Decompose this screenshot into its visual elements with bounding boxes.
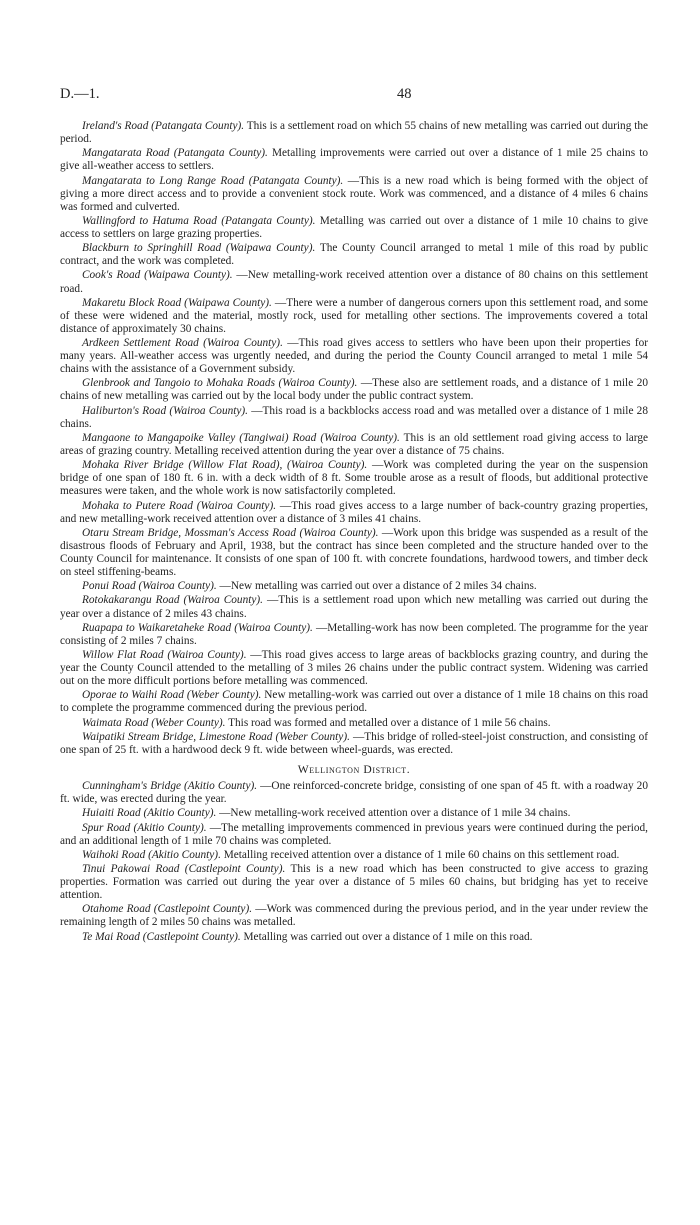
road-paragraph <box>60 689 648 715</box>
road-title: Waihoki Road (Akitio County). <box>82 848 221 861</box>
road-title: Waimata Road (Weber County). <box>82 716 226 729</box>
document-reference: D.—1. <box>60 86 100 102</box>
road-title: Cook's Road (Waipawa County). <box>82 269 233 282</box>
road-paragraph <box>60 717 648 730</box>
road-description: —There were a number of dangerous corners upon this settlement road, and some of these were widened and the material, mostly rock, used for metalling other sections. The improvements covered a total distance of approximately 30 chains. <box>60 296 649 335</box>
road-paragraph <box>60 297 648 336</box>
road-title: Mangaone to Mangapoike Valley (Tangiwai) Road (Wairoa County). <box>82 431 400 444</box>
road-paragraph <box>60 459 648 498</box>
road-title: Haliburton's Road (Wairoa County). <box>82 404 248 417</box>
road-description: —New metalling was carried out over a distance of 2 miles 34 chains. <box>219 580 537 593</box>
road-paragraph <box>60 432 648 458</box>
road-description: —New metalling-work received attention over a distance of 80 chains on this settlement road. <box>60 269 648 295</box>
road-title: Spur Road (Akitio County). <box>82 821 207 834</box>
road-paragraph <box>60 500 648 526</box>
road-description: Metalling received attention over a distance of 1 mile 60 chains on this settlement road. <box>223 848 620 861</box>
road-description: This is an old settlement road giving access to large areas of grazing country. Metalling received attention during the year over a distance of 75 chains. <box>60 431 648 457</box>
road-title: Tinui Pakowai Road (Castlepoint County). <box>82 863 286 876</box>
road-paragraph <box>60 863 648 902</box>
section-heading: Wellington District. <box>297 762 411 776</box>
road-title: Ponui Road (Wairoa County). <box>82 580 217 593</box>
road-description: —This road gives access to large areas of backblocks grazing country, and during the year the County Council attended to the metalling of 3 miles 26 chains under the public contract system. Widening was carried out on the more difficult portions before metalling was commenced. <box>60 649 648 688</box>
road-title: Mohaka to Putere Road (Wairoa County). <box>82 499 277 512</box>
road-title: Mohaka River Bridge (Willow Flat Road), (Wairoa County). <box>82 459 368 472</box>
road-paragraph <box>60 780 648 806</box>
road-description: —New metalling-work received attention over a distance of 1 mile 34 chains. <box>219 807 571 820</box>
road-paragraph <box>60 822 648 848</box>
road-title: Ireland's Road (Patangata County). <box>82 120 245 132</box>
road-description: Metalling improvements were carried out over a distance of 1 mile 25 chains to give all-weather access to settlers. <box>60 147 648 173</box>
road-paragraph <box>60 120 648 146</box>
road-description: —This road is a backblocks access road and was metalled over a distance of 1 mile 28 chains. <box>60 404 648 430</box>
road-paragraph <box>60 622 648 648</box>
road-title: Oporae to Waihi Road (Weber County). <box>82 689 262 702</box>
road-title: Willow Flat Road (Wairoa County). <box>82 649 247 662</box>
road-description: Metalling was carried out over a distance of 1 mile 10 chains to give access to settlers on large grazing properties. <box>60 214 648 240</box>
road-paragraph <box>60 242 648 268</box>
road-paragraph <box>60 649 648 688</box>
road-paragraph <box>60 931 648 944</box>
road-title: Otahome Road (Castlepoint County). <box>82 903 253 916</box>
road-description: —Work upon this bridge was suspended as a result of the disastrous floods of February and April, 1938, but the contract has since been completed and the structure handed over to the County Council for maintenance. It consists of one span of 100 ft. with concrete foundations, hardwood towers, and timber deck on steel stiffening-beams. <box>60 526 648 578</box>
road-description: —This is a new road which is being formed with the object of giving a more direct access and to provide a convenient stock route. Work was commenced, and a distance of 4 miles 6 chains was formed and culverted. <box>60 174 649 213</box>
road-title: Wallingford to Hatuma Road (Patangata County). <box>82 214 316 227</box>
road-title: Mangatarata to Long Range Road (Patangata County). <box>82 174 344 187</box>
road-description: —Work was commenced during the previous period, and in the year under review the remaining length of 2 miles 50 chains was metalled. <box>60 903 648 929</box>
road-title: Otaru Stream Bridge, Mossman's Access Road (Wairoa County). <box>82 526 379 539</box>
road-paragraph <box>60 594 648 620</box>
road-paragraph <box>60 849 648 862</box>
road-description: Metalling was carried out over a distance of 1 mile on this road. <box>243 930 533 943</box>
road-title: Mangatarata Road (Patangata County). <box>82 147 268 160</box>
wellington-entries <box>60 780 648 944</box>
road-paragraph <box>60 337 648 376</box>
hawkes-bay-entries <box>60 120 648 757</box>
page-header <box>60 86 650 106</box>
road-paragraph <box>60 903 648 929</box>
road-title: Waipatiki Stream Bridge, Limestone Road (Weber County). <box>82 730 350 743</box>
road-description: —This road gives access to settlers who have been upon their properties for many years. All-weather access was urgently needed, and during the period the County Council arranged to metal 1 mile 54 chains with the assistance of a Government subsidy. <box>60 337 648 376</box>
road-description: —One reinforced-concrete bridge, consisting of one span of 45 ft. with a roadway 20 ft. wide, was erected during the year. <box>60 780 648 806</box>
page-body <box>60 120 648 945</box>
road-paragraph <box>60 731 648 757</box>
road-description: This road was formed and metalled over a distance of 1 mile 56 chains. <box>228 716 551 729</box>
road-title: Glenbrook and Tangoio to Mohaka Roads (Wairoa County). <box>82 377 358 390</box>
road-paragraph <box>60 215 648 241</box>
road-paragraph <box>60 580 648 593</box>
road-paragraph <box>60 405 648 431</box>
road-title: Blackburn to Springhill Road (Waipawa County). <box>82 242 316 255</box>
road-description: This is a new road which has been constructed to give access to grazing properties. Formation was carried out during the year over a distance of 5 miles 60 chains, but bridging has yet to receive attention. <box>60 863 648 902</box>
road-title: Makaretu Block Road (Waipawa County). <box>82 296 272 309</box>
road-paragraph <box>60 175 648 214</box>
road-description: The County Council arranged to metal 1 mile of this road by public contract, and the work was completed. <box>60 242 648 268</box>
road-title: Ardkeen Settlement Road (Wairoa County). <box>82 337 283 350</box>
road-description: —Work was completed during the year on the suspension bridge of one span of 180 ft. 6 in. with a deck width of 8 ft. Some trouble arose as a result of floods, but additional protective measures were taken, and the whole work is now satisfactorily completed. <box>60 459 649 498</box>
road-description: This is a settlement road on which 55 chains of new metalling was carried out during the period. <box>60 120 648 146</box>
road-description: —The metalling improvements commenced in previous years were continued during the period, and an additional length of 1 mile 70 chains was completed. <box>60 821 648 847</box>
road-description: —This bridge of rolled-steel-joist construction, and consisting of one span of 25 ft. with a hardwood deck 9 ft. wide between wheel-guards, was erected. <box>60 730 648 756</box>
road-paragraph <box>60 147 648 173</box>
page-number: 48 <box>397 86 412 102</box>
road-title: Cunningham's Bridge (Akitio County). <box>82 780 258 792</box>
road-title: Huiaiti Road (Akitio County). <box>82 807 217 820</box>
road-paragraph <box>60 527 648 579</box>
road-description: New metalling-work was carried out over a distance of 1 mile 18 chains on this road to complete the programme commenced during the previous period. <box>60 689 648 715</box>
road-paragraph <box>60 377 648 403</box>
road-description: —This is a settlement road upon which new metalling was carried out during the year over a distance of 2 miles 43 chains. <box>60 594 648 620</box>
road-paragraph <box>60 269 648 295</box>
road-paragraph <box>60 807 648 820</box>
road-description: —This road gives access to a large number of back-country grazing properties, and new metalling-work received attention over a distance of 3 miles 41 chains. <box>60 499 648 525</box>
road-title: Ruapapa to Waikaretaheke Road (Wairoa County). <box>82 621 313 634</box>
road-description: —These also are settlement roads, and a distance of 1 mile 20 chains of new metalling was carried out by the local body under the public contract system. <box>60 377 648 403</box>
road-title: Te Mai Road (Castlepoint County). <box>82 930 241 943</box>
road-title: Rotokakarangu Road (Wairoa County). <box>82 594 263 607</box>
road-description: —Metalling-work has now been completed. The programme for the year consisting of 2 miles 7 chains. <box>60 621 648 647</box>
